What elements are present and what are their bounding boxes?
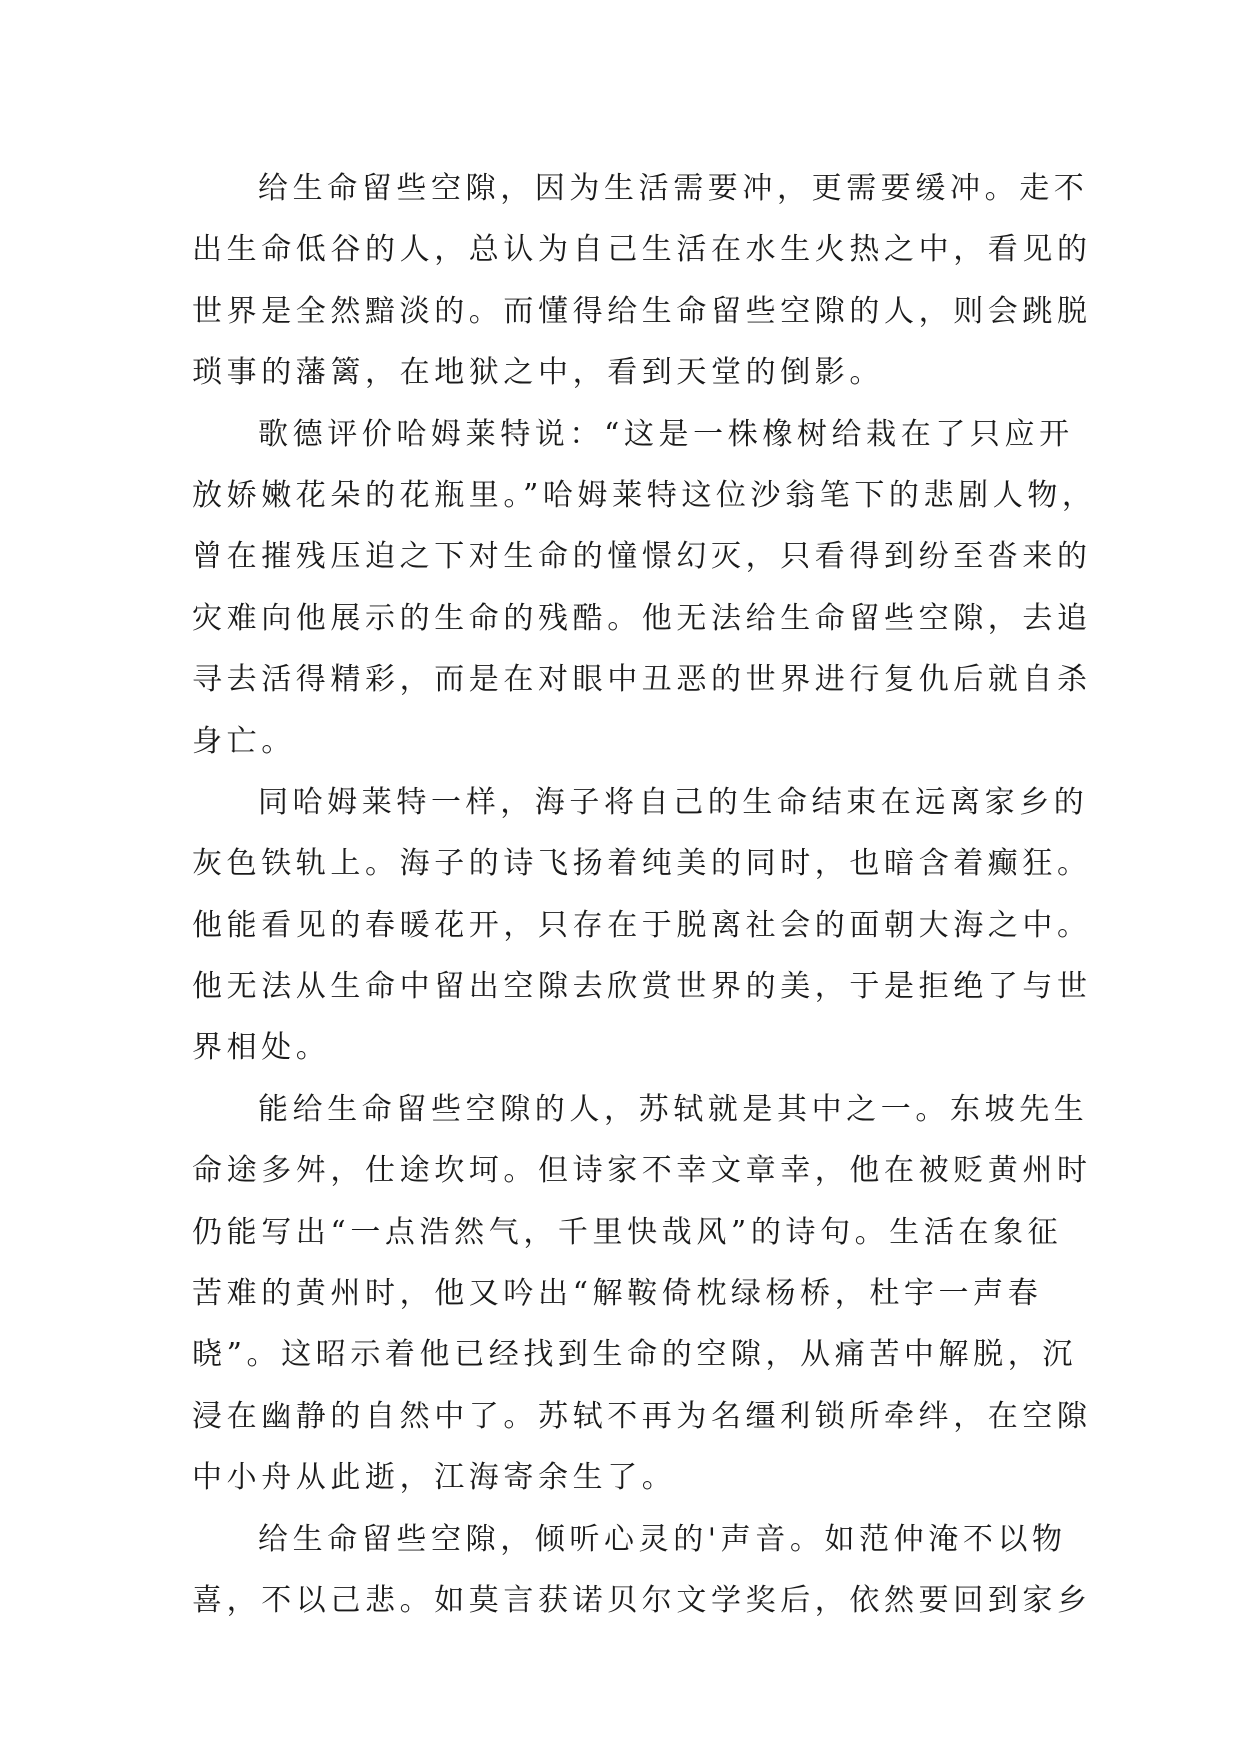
text-line: 苦难的黄州时，他又吟出“解鞍倚枕绿杨桥，杜宇一声春 xyxy=(192,1276,1043,1312)
text-line: 世界是全然黯淡的。而懂得给生命留些空隙的人，则会跳脱 xyxy=(192,293,1092,329)
document-body xyxy=(192,158,1097,1631)
text-line: 身亡。 xyxy=(192,723,296,759)
text-line: 灰色铁轨上。海子的诗飞扬着纯美的同时，也暗含着癫狂。 xyxy=(192,846,1092,882)
text-line: 曾在摧残压迫之下对生命的憧憬幻灭，只看得到纷至沓来的 xyxy=(192,539,1092,575)
text-line: 能给生命留些空隙的人，苏轼就是其中之一。东坡先生 xyxy=(258,1091,1089,1127)
text-line: 界相处。 xyxy=(192,1030,331,1066)
text-line: 歌德评价哈姆莱特说：“这是一株橡树给栽在了只应开 xyxy=(258,416,1074,452)
text-line: 灾难向他展示的生命的残酷。他无法给生命留些空隙，去追 xyxy=(192,600,1092,636)
text-line: 仍能写出“一点浩然气，千里快哉风”的诗句。生活在象征 xyxy=(192,1214,1063,1250)
text-line: 浸在幽静的自然中了。苏轼不再为名缰利锁所牵绊，在空隙 xyxy=(192,1398,1092,1434)
text-line: 他无法从生命中留出空隙去欣赏世界的美，于是拒绝了与世 xyxy=(192,969,1092,1005)
text-line: 命途多舛，仕途坎坷。但诗家不幸文章幸，他在被贬黄州时 xyxy=(192,1153,1092,1189)
text-line: 喜，不以己悲。如莫言获诺贝尔文学奖后，依然要回到家乡 xyxy=(192,1582,1092,1618)
text-line: 同哈姆莱特一样，海子将自己的生命结束在远离家乡的 xyxy=(258,784,1089,820)
text-line: 他能看见的春暖花开，只存在于脱离社会的面朝大海之中。 xyxy=(192,907,1092,943)
text-line: 给生命留些空隙，因为生活需要冲，更需要缓冲。走不 xyxy=(258,171,1089,206)
text-line: 出生命低谷的人，总认为自己生活在水生火热之中，看见的 xyxy=(192,232,1092,268)
text-line: 寻去活得精彩，而是在对眼中丑恶的世界进行复仇后就自杀 xyxy=(192,662,1092,698)
text-line: 琐事的藩篱，在地狱之中，看到天堂的倒影。 xyxy=(192,355,884,391)
text-line: 给生命留些空隙，倾听心灵的'声音。如范仲淹不以物 xyxy=(258,1521,1067,1557)
text-line: 中小舟从此逝，江海寄余生了。 xyxy=(192,1460,677,1496)
text-line: 晓”。这昭示着他已经找到生命的空隙，从痛苦中解脱，沉 xyxy=(192,1337,1077,1373)
text-line: 放娇嫩花朵的花瓶里。”哈姆莱特这位沙翁笔下的悲剧人物， xyxy=(192,477,1097,513)
